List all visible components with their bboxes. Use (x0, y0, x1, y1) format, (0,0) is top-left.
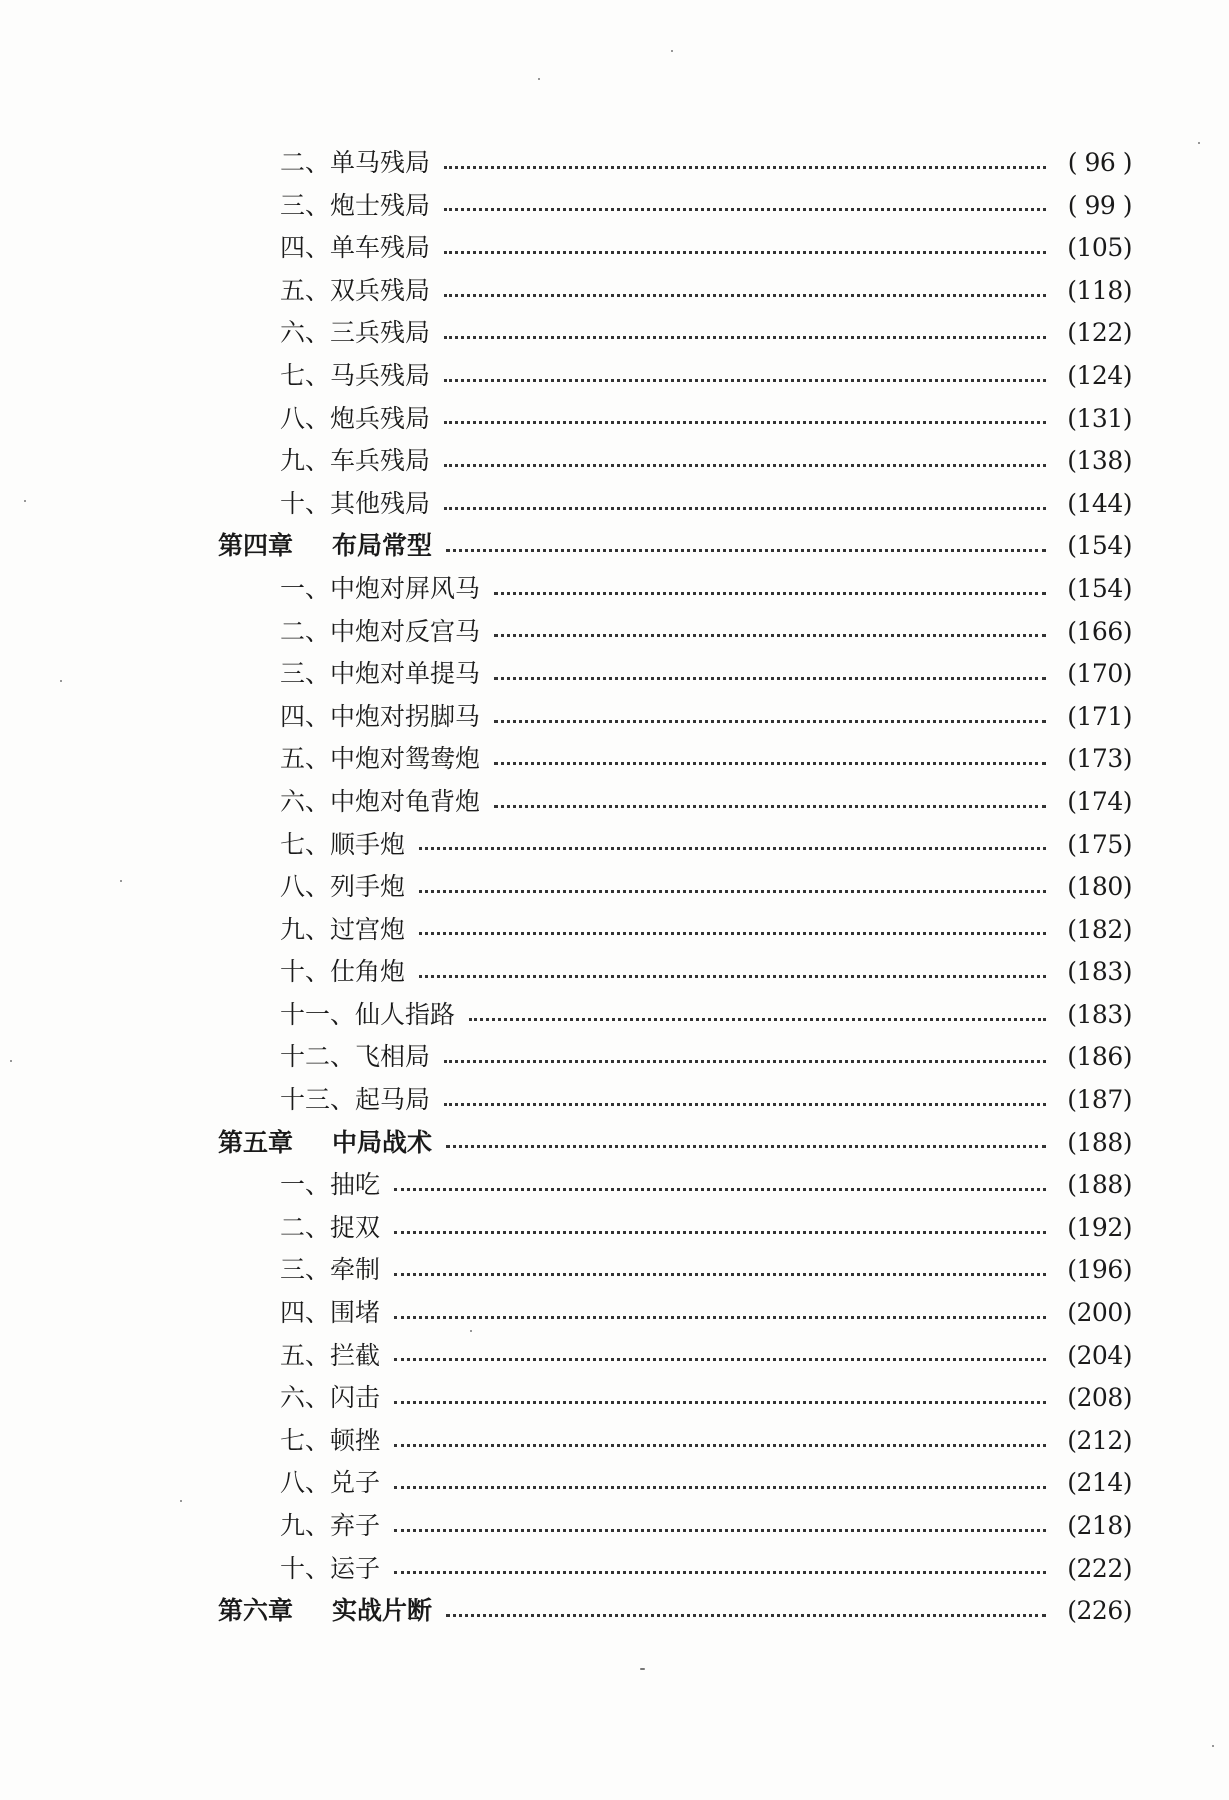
page-number: ( 99 ) (1067, 190, 1132, 220)
toc-entry-title: 十、仕角炮 (280, 957, 406, 987)
scan-speck (538, 78, 540, 80)
table-of-contents (218, 142, 1132, 1633)
dot-leader (469, 1014, 1046, 1021)
toc-entry-title: 一、中炮对屏风马 (280, 573, 481, 603)
toc-entry-title (218, 1122, 432, 1165)
dot-leader (444, 1056, 1046, 1063)
dot-leader (394, 1184, 1046, 1191)
dot-leader (494, 758, 1046, 765)
toc-section-row (218, 1548, 1132, 1591)
dot-leader (494, 801, 1046, 808)
toc-section-row (218, 653, 1132, 696)
toc-entry-title: 二、中炮对反宫马 (280, 616, 481, 646)
toc-section-row (218, 1335, 1132, 1378)
chapter-title: 实战片断 (332, 1596, 433, 1626)
toc-section-row (218, 1079, 1132, 1122)
page-number: (188) (1067, 1127, 1132, 1157)
dot-leader (494, 716, 1046, 723)
toc-entry-title: 四、中炮对拐脚马 (280, 701, 481, 731)
toc-section-row (218, 1377, 1132, 1420)
toc-entry-title: 三、中炮对单提马 (280, 659, 481, 689)
toc-entry-title: 二、捉双 (280, 1212, 381, 1242)
page-number: ( 96 ) (1067, 148, 1132, 177)
dot-leader (419, 928, 1046, 935)
page-number: (214) (1067, 1468, 1132, 1498)
page-number: (222) (1067, 1553, 1132, 1583)
page-number: (183) (1067, 999, 1132, 1029)
page-number: (188) (1067, 1170, 1132, 1200)
toc-entry-title: 五、双兵残局 (280, 275, 431, 305)
toc-section-row (218, 738, 1132, 781)
toc-section-row (218, 355, 1132, 398)
page-number: (204) (1067, 1340, 1132, 1370)
page-number: (154) (1067, 531, 1132, 561)
page-number: (187) (1067, 1085, 1132, 1115)
page-number: (183) (1067, 957, 1132, 987)
toc-section-row (218, 909, 1132, 952)
toc-section-row (218, 1207, 1132, 1250)
page-number: (208) (1067, 1383, 1132, 1413)
dot-leader (494, 630, 1046, 637)
toc-section-row (218, 440, 1132, 483)
page-number: (154) (1067, 573, 1132, 603)
page-number: (174) (1067, 786, 1132, 816)
toc-entry-title: 七、顺手炮 (280, 829, 406, 859)
scan-speck (470, 1330, 472, 1332)
dot-leader (394, 1567, 1046, 1574)
dot-leader (494, 588, 1046, 595)
dot-leader (444, 162, 1046, 169)
dot-leader (394, 1525, 1046, 1532)
toc-entry-title: 四、单车残局 (280, 233, 431, 263)
dot-leader (444, 503, 1046, 510)
scan-speck (24, 500, 26, 502)
toc-section-row (218, 1036, 1132, 1079)
toc-entry-title: 十、其他残局 (280, 488, 431, 518)
toc-entry-title: 九、弃子 (280, 1511, 381, 1540)
dot-leader (444, 247, 1046, 254)
toc-section-row (218, 611, 1132, 654)
toc-entry-title: 四、围堵 (280, 1298, 381, 1328)
page-number: (196) (1067, 1255, 1132, 1285)
page-number: (105) (1067, 233, 1132, 263)
page-number: (118) (1067, 275, 1132, 305)
toc-section-row (218, 1164, 1132, 1207)
scan-speck (1212, 1745, 1214, 1747)
toc-entry-title: 三、牵制 (280, 1255, 381, 1285)
page-number: (138) (1067, 446, 1132, 476)
dot-leader (394, 1269, 1046, 1276)
dot-leader (394, 1397, 1046, 1404)
chapter-number: 第四章 (218, 531, 294, 561)
toc-entry-title: 六、闪击 (280, 1383, 381, 1413)
dot-leader (419, 886, 1046, 893)
dot-leader (494, 673, 1046, 680)
toc-section-row (218, 1420, 1132, 1463)
dot-leader (394, 1354, 1046, 1361)
toc-entry-title: 十、运子 (280, 1553, 381, 1583)
page-number: (144) (1067, 488, 1132, 518)
toc-entry-title: 七、马兵残局 (280, 360, 431, 390)
dot-leader (394, 1482, 1046, 1489)
toc-chapter-row (218, 525, 1132, 568)
page-number: (182) (1067, 914, 1132, 944)
toc-section-row (218, 696, 1132, 739)
toc-section-row (218, 483, 1132, 526)
toc-entry-title: 八、兑子 (280, 1468, 381, 1498)
page-number: (192) (1067, 1212, 1132, 1242)
toc-section-row (218, 398, 1132, 441)
page-number: (218) (1067, 1511, 1132, 1540)
toc-section-row (218, 185, 1132, 228)
page-number: (226) (1067, 1596, 1132, 1626)
page-number: (166) (1067, 616, 1132, 646)
toc-section-row (218, 227, 1132, 270)
toc-section-row (218, 312, 1132, 355)
dot-leader (394, 1440, 1046, 1447)
toc-section-row (218, 866, 1132, 909)
toc-entry-title: 五、拦截 (280, 1340, 381, 1370)
page-number: (124) (1067, 360, 1132, 390)
toc-entry-title: 十一、仙人指路 (280, 999, 456, 1029)
scan-speck (1198, 142, 1200, 144)
toc-entry-title: 十二、飞相局 (280, 1042, 431, 1072)
scan-speck (60, 680, 62, 682)
toc-section-row (218, 824, 1132, 867)
dot-leader (419, 843, 1046, 850)
toc-section-row (218, 1505, 1132, 1548)
dot-leader (444, 290, 1046, 297)
toc-section-row (218, 781, 1132, 824)
toc-section-row (218, 1292, 1132, 1335)
page-number: (212) (1067, 1425, 1132, 1455)
toc-entry-title: 八、列手炮 (280, 872, 406, 902)
dot-leader (444, 375, 1046, 382)
scan-speck (10, 1060, 12, 1062)
dot-leader (446, 545, 1046, 552)
toc-entry-title: 一、抽吃 (280, 1170, 381, 1200)
toc-entry-title: 六、三兵残局 (280, 318, 431, 348)
page-number: (170) (1067, 659, 1132, 689)
page-number: (122) (1067, 318, 1132, 348)
toc-entry-title: 八、炮兵残局 (280, 403, 431, 433)
page-number: (171) (1067, 701, 1132, 731)
toc-section-row (218, 994, 1132, 1037)
toc-section-row (218, 568, 1132, 611)
chapter-title: 中局战术 (332, 1127, 433, 1157)
chapter-number: 第六章 (218, 1596, 294, 1626)
page-number: (200) (1067, 1298, 1132, 1328)
dot-leader (394, 1227, 1046, 1234)
chapter-number: 第五章 (218, 1127, 294, 1157)
page-number: (173) (1067, 744, 1132, 774)
dot-leader (394, 1312, 1046, 1319)
toc-entry-title: 七、顿挫 (280, 1425, 381, 1455)
scan-speck (640, 1668, 645, 1670)
dot-leader (419, 971, 1046, 978)
dot-leader (446, 1141, 1046, 1148)
toc-entry-title: 十三、起马局 (280, 1085, 431, 1115)
toc-entry-title: 九、车兵残局 (280, 446, 431, 476)
toc-section-row (218, 270, 1132, 313)
dot-leader (444, 460, 1046, 467)
toc-chapter-row (218, 1122, 1132, 1165)
toc-section-row (218, 1462, 1132, 1505)
dot-leader (444, 204, 1046, 211)
toc-section-row (218, 951, 1132, 994)
toc-entry-title: 三、炮士残局 (280, 190, 431, 220)
scan-speck (120, 880, 122, 882)
toc-section-row (218, 142, 1132, 185)
toc-entry-title: 五、中炮对鸳鸯炮 (280, 744, 481, 774)
toc-entry-title (218, 1590, 432, 1633)
dot-leader (444, 1099, 1046, 1106)
chapter-title: 布局常型 (332, 531, 433, 561)
dot-leader (446, 1610, 1046, 1617)
scan-speck (671, 50, 673, 52)
scan-speck (180, 1500, 182, 1502)
page-number: (180) (1067, 872, 1132, 902)
toc-entry-title: 六、中炮对龟背炮 (280, 786, 481, 816)
toc-entry-title: 九、过宫炮 (280, 914, 406, 944)
page-number: (186) (1067, 1042, 1132, 1072)
page-number: (175) (1067, 829, 1132, 859)
toc-chapter-row (218, 1590, 1132, 1633)
dot-leader (444, 417, 1046, 424)
dot-leader (444, 332, 1046, 339)
toc-entry-title: 二、单马残局 (280, 148, 431, 177)
toc-section-row (218, 1249, 1132, 1292)
page-number: (131) (1067, 403, 1132, 433)
toc-entry-title (218, 525, 432, 568)
